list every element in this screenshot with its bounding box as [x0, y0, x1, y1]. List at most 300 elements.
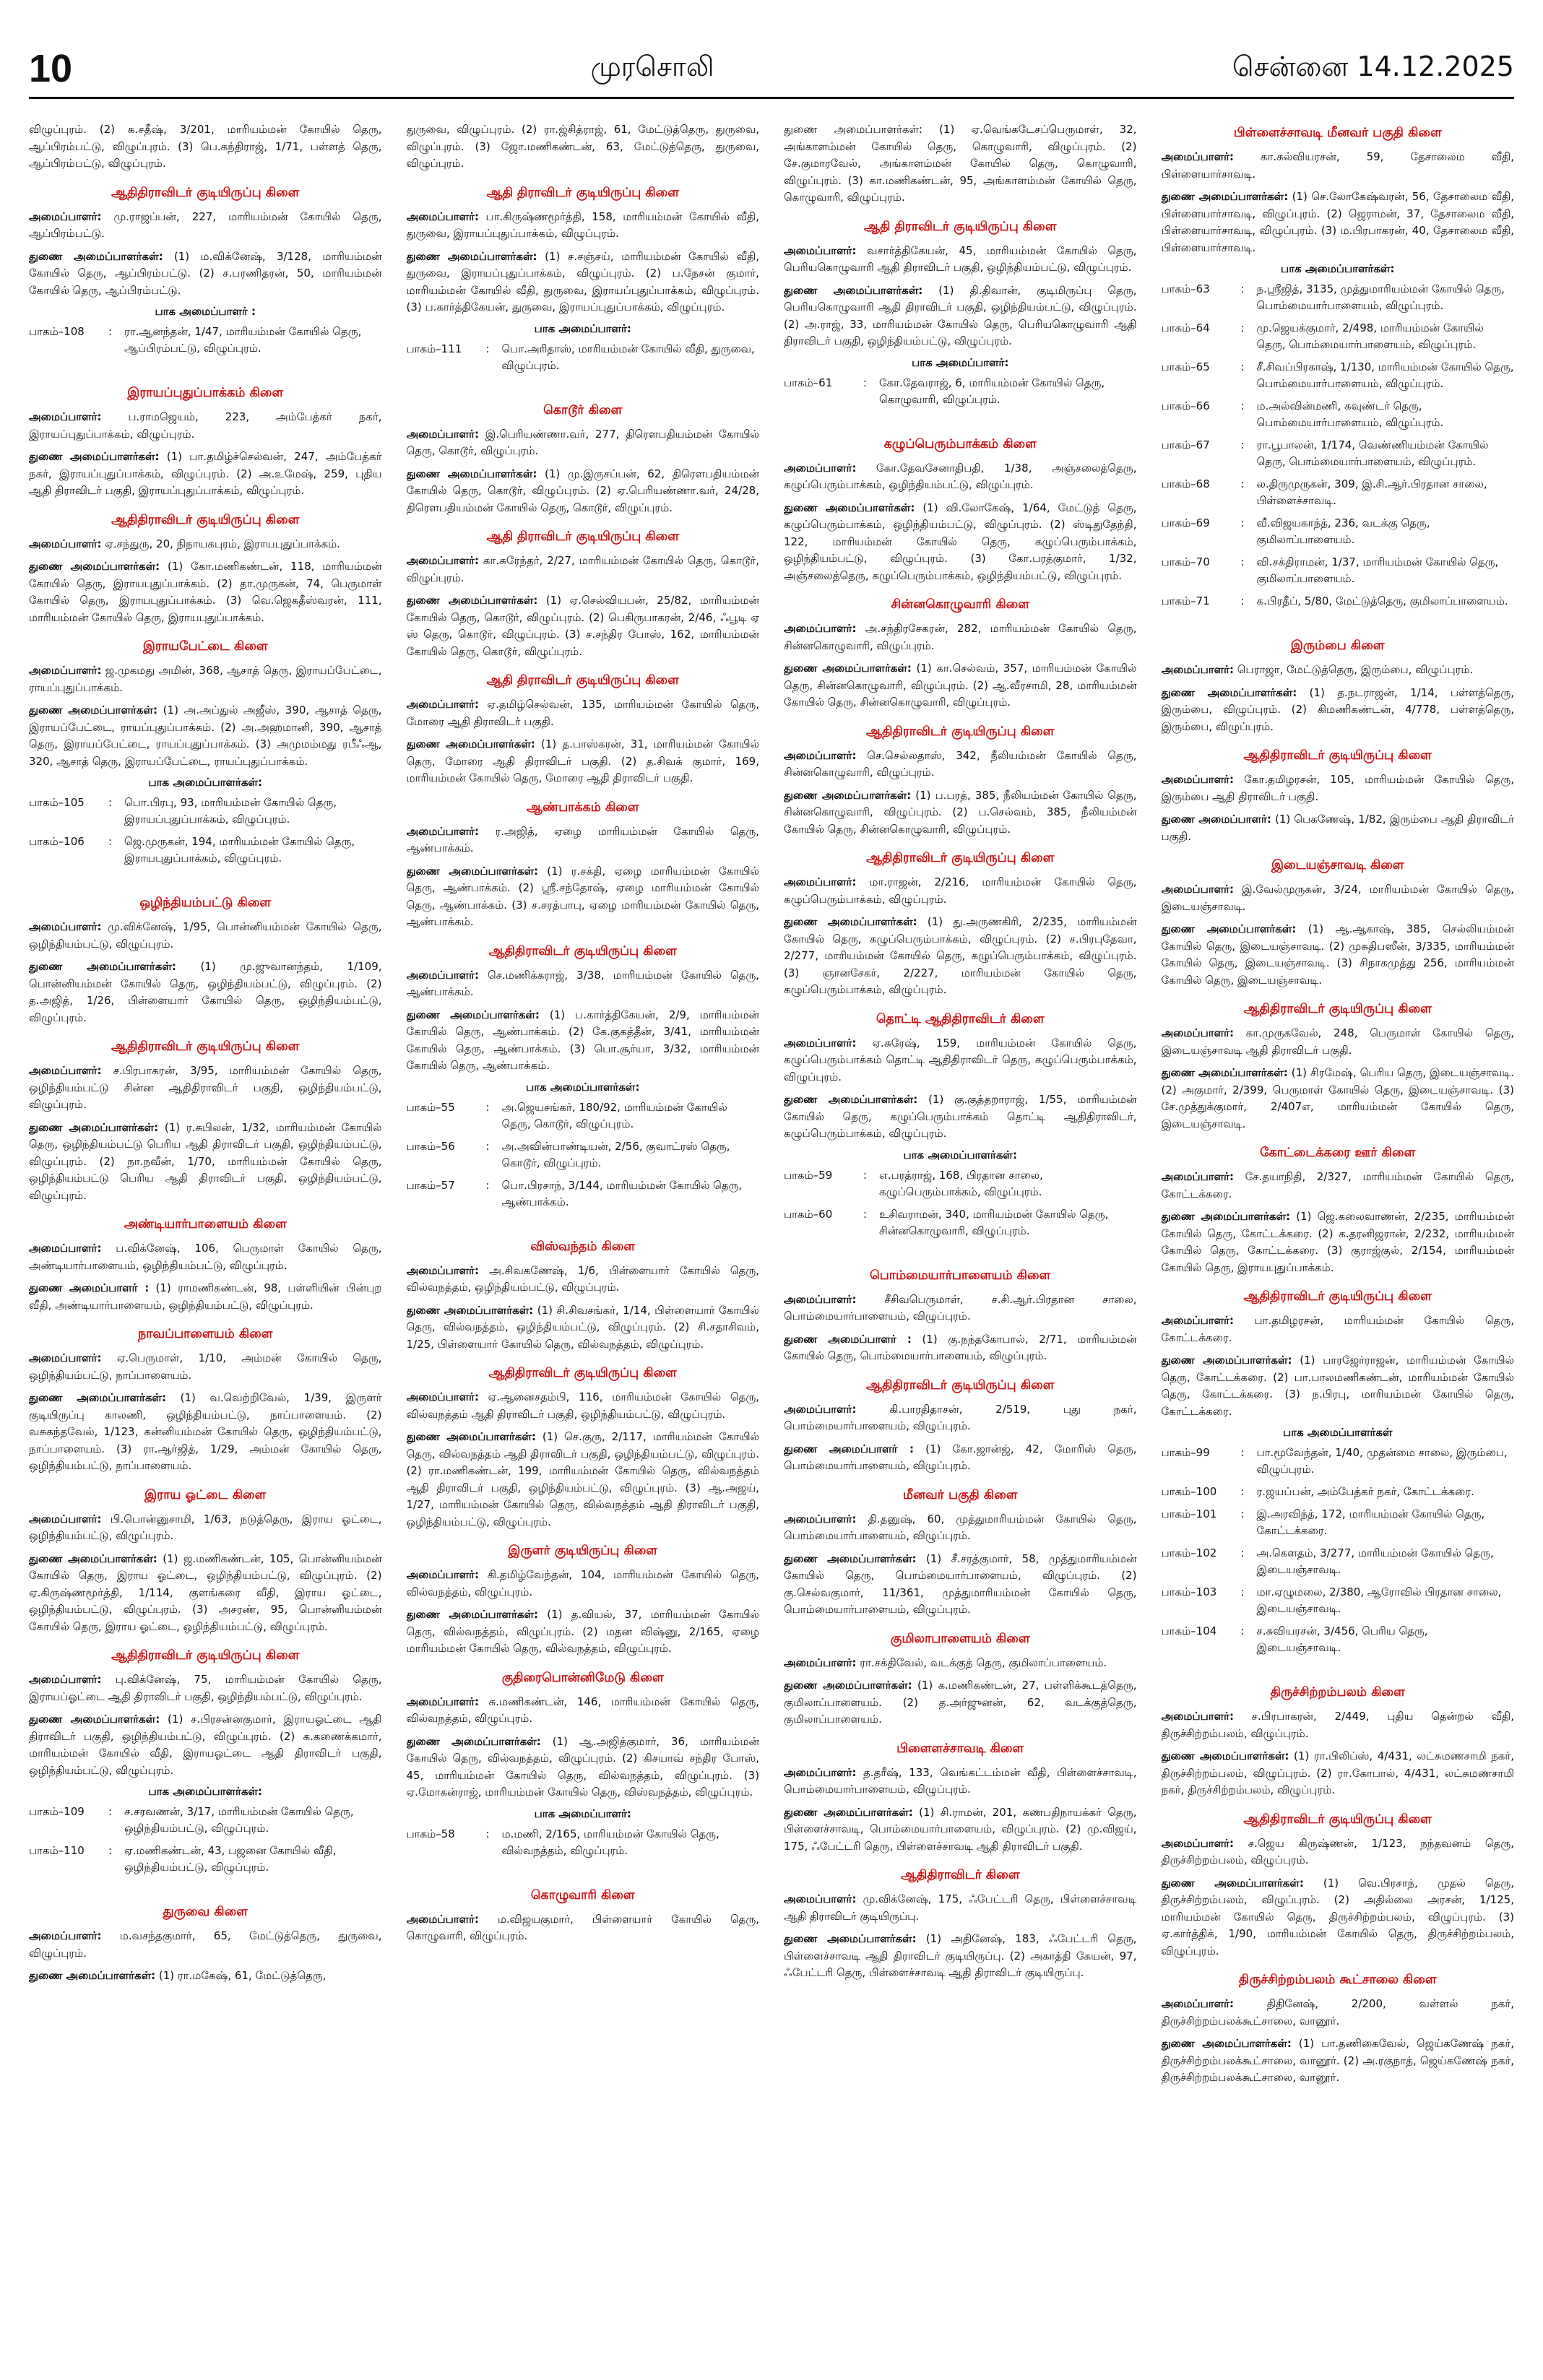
office-bearers-paragraph: [1162, 149, 1515, 183]
office-bearers-text: (1) பெகணேஷ், 1/82, இரும்பை ஆதி திராவிடர் பகுதி.: [1161, 813, 1514, 843]
role-label: அமைப்பாளர்:: [29, 1351, 102, 1364]
booth-colon: :: [108, 796, 113, 809]
booth-text: எ.பரத்ராஜ், 168, பிரதான சாலை, கழுப்பெரும்பாக்கம், விழுப்புரம்.: [879, 1168, 1043, 1198]
office-bearers-text: (1) கா.செல்வம், 357, மாரியம்மன் கோயில் தெரு, சின்னகொழுவாரி, விழுப்புரம். (2) ஆ.வீரசாமி, 28, மாரியம்மன் கோயில் தெரு, சின்னகொழுவாரி, விழுப்புரம்.: [784, 662, 1137, 709]
office-bearers-text: வசார்த்திகேயன், 45, மாரியம்மன் கோயில் தெரு, பெரியகொழுவாரி ஆதி திராவிடர் பகுதி, ஒழிந்தியம்பட்டு, விழுப்புரம்.: [784, 243, 1137, 274]
office-bearers-text: ரா.சக்திவேல், வடக்குத் தெரு, குமிலாப்பாளையம்.: [856, 1656, 1107, 1669]
booth-text: ஜெ.முருகன், 194, மாரியம்மன் கோயில் தெரு, இராயபுதுப்பாக்கம், விழுப்புரம்.: [124, 835, 355, 865]
booth-code: பாகம்–104: [1161, 1624, 1217, 1637]
office-bearers-paragraph: [407, 1429, 760, 1531]
booth-text: ஏ.மணிகண்டன், 43, பஜனை கோயில் வீதி, ஒழிந்தியம்பட்டு, விழுப்புரம்.: [124, 1844, 337, 1874]
office-bearers-text: ர.அஜித், ஏழை மாரியம்மன் கோயில் தெரு, ஆண்பாக்கம்.: [406, 824, 759, 854]
office-bearers-paragraph: [1162, 1312, 1515, 1346]
branch-heading: ஆதிதிராவிடர் குடியிருப்பு கிளை: [1243, 1289, 1432, 1304]
office-bearers-text: சீசிவபெருமாள், ச.சி.ஆர்.பிரதான சாலை, பொம்மையார்பாளையம், விழுப்புரம்.: [784, 1292, 1137, 1323]
role-label: துணை அமைப்பாளர்கள்:: [29, 1120, 159, 1134]
continued-text: விழுப்புரம். (2) க.சதீஷ், 3/201, மாரியம்மன் கோயில் தெரு, ஆப்பிரம்பட்டு, விழுப்புரம். (3) பெ.கந்திராஜ், 1/71, பள்ளத் தெரு, ஆப்பிரம்பட்டு, விழுப்புரம்.: [29, 123, 382, 170]
office-bearers-text: (1) ஜெ.கலைவாணன், 2/235, மாரியம்மன் கோயில் தெரு, கோட்டக்கரை. (2) க.தரனிஜரான், 2/232, மாரியம்மன் கோயில் தெரு, கோட்டக்கரை. (3) குராஜ்குல், 2/154, மாரியம்மன் கோயில் தெரு, இராயபுதுப்பாக்கம்.: [1161, 1210, 1514, 1274]
booth-row: [1162, 437, 1515, 470]
office-bearers-paragraph: [1162, 771, 1515, 805]
branch-heading: திருச்சிற்றம்பலம் கிளை: [1270, 1685, 1405, 1700]
office-bearers-paragraph: [29, 536, 382, 553]
branch-heading: தொட்டி ஆதிதிராவிடர் கிளை: [876, 1011, 1045, 1026]
office-bearers-text: (1) ராமணிகண்டன், 98, பள்ளியின் பின்புற வீதி, அண்டியார்பாளையம், ஒழிந்தியம்பட்டு, விழுப்புரம்.: [29, 1281, 382, 1312]
branch-section: [1162, 1002, 1515, 1133]
role-label: அமைப்பாளர்:: [406, 1568, 479, 1581]
branch-heading: கோட்டைக்கரை ஊர் கிளை: [1260, 1146, 1416, 1160]
masthead-rule: [29, 97, 1514, 99]
office-bearers-paragraph: [407, 466, 760, 517]
office-bearers-paragraph: [29, 1551, 382, 1636]
office-bearers-text: த.தரீஷ், 133, வெங்கட்டம்மன் வீதி, பிள்ளைச்சாவடி, பொம்மையார்பாளையம், விழுப்புரம்.: [784, 1765, 1137, 1796]
branch-section: [29, 1488, 382, 1636]
booth-text: ம.அல்வின்மணி, கவுண்டர் தெரு, பொம்மையார்பாளையம், விழுப்புரம்.: [1256, 399, 1444, 429]
branch-section: [784, 597, 1137, 711]
booth-row: [784, 1206, 1137, 1239]
booth-text: மா.ஏழுமலை, 2/380, ஆரோவில் பிரதான சாலை, இடையஞ்சாவடி.: [1256, 1585, 1502, 1615]
office-bearers-paragraph: [784, 1331, 1137, 1365]
office-bearers-paragraph: [407, 1911, 760, 1945]
booth-row: [1162, 320, 1515, 353]
booth-code: பாகம்–71: [1161, 594, 1210, 607]
branch-section: [784, 121, 1137, 207]
role-label: துணை அமைப்பாளர்கள்:: [784, 1679, 912, 1692]
office-bearers-paragraph: [784, 914, 1137, 999]
office-bearers-paragraph: [784, 460, 1137, 494]
booth-code: பாகம்–105: [29, 796, 85, 809]
booth-colon: :: [1240, 1485, 1245, 1498]
office-bearers-text: மு.ராஜப்பன், 227, மாரியம்மன் கோயில் தெரு, ஆப்பிரம்பட்டு.: [29, 209, 382, 240]
branch-heading: கொழுவாரி கிளை: [530, 1887, 635, 1903]
role-label: அமைப்பாளர்:: [29, 1512, 102, 1526]
office-bearers-text: (1) வ.வெற்றிவேல், 1/39, இருளர் குடியிருப்பு காலணி, ஒழிந்தியம்பட்டு, நாப்பாளையம். (2) வசுகந்தவேல், 1/123, கன்னியம்மன் கோயில் தெரு, ஒழிந்தியம்பட்டு, நாப்பாளையம். (3) ரா.ஆர்ஜித், 1/29, அம்மன் கோயில் தெரு, ஒழிந்தியம்பட்டு, நாப்பாளையம்.: [29, 1391, 382, 1472]
booth-row: [407, 1099, 760, 1133]
office-bearers-paragraph: [29, 662, 382, 696]
office-bearers-text: கி.தமிழ்வேந்தன், 104, மாரியம்மன் கோயில் தெரு, வில்வநத்தம், விழுப்புரம்.: [406, 1568, 759, 1598]
booth-text: அ.அவின்பாண்டியன், 2/56, குவாட்ரஸ் தெரு, கொடூர், விழுப்புரம்.: [501, 1139, 730, 1169]
booth-subheading: பாக அமைப்பாளர்:: [534, 321, 631, 335]
booth-text: பொ.பிரசாந், 3/144, மாரியம்மன் கோயில் தெரு, ஆண்பாக்கம்.: [501, 1178, 743, 1208]
booth-text: ந.ஸ்ரீஜித், 3135, முத்துமாரியம்மன் கோயில் தெரு, பொம்மையார்பாளையம், விழுப்புரம்.: [1256, 282, 1505, 312]
role-label: அமைப்பாளர்:: [29, 920, 102, 933]
office-bearers-text: (1) ரா.பிலிப்ஸ், 4/431, லட்சுமணசாமி நகர், திருச்சிற்றம்பலம், விழுப்புரம். (2) ரா.கோபால், 4/431, லட்சுமணசாமி நகர், திருச்சிற்றம்பலம், விழுப்புரம்.: [1161, 1749, 1514, 1796]
office-bearers-paragraph: [1162, 189, 1515, 256]
office-bearers-text: (1) பா.தணிகைவேல், ஜெய்கணேஷ் நகர், திருச்சிற்றம்பலக்கூட்சாலை, வானூர். (2) அ.ரகுநாத், ஜெய்கணேஷ் நகர், திருச்சிற்றம்பலக்கூட்சாலை, வானூர்.: [1161, 2037, 1514, 2084]
page-number: 10: [29, 47, 73, 90]
booth-code: பாகம்–55: [406, 1100, 455, 1114]
booth-row: [784, 375, 1137, 408]
office-bearers-paragraph: [29, 1350, 382, 1384]
role-label: அமைப்பாளர்:: [406, 1912, 479, 1926]
booth-code: பாகம்–64: [1161, 321, 1210, 334]
branch-section: [1162, 1146, 1515, 1276]
booth-code: பாகம்–109: [29, 1805, 85, 1818]
office-bearers-paragraph: [784, 1551, 1137, 1619]
office-bearers-paragraph: [1162, 685, 1515, 736]
office-bearers-paragraph: [784, 1765, 1137, 1799]
booth-text: ல.திருமுருகன், 309, இ.சி.ஆர்.பிரதான சாலை, பிள்ளைச்சாவடி.: [1256, 477, 1487, 507]
branch-section: [784, 1268, 1137, 1365]
office-bearers-text: (1) வி.லோகேஷ், 1/64, மேட்டுத் தெரு, கழுப்பெரும்பாக்கம், ஒழிந்தியம்பட்டு, விழுப்புரம். (2) ஸ்டிதுதேந்தி, 122, மாரியம்மன் கோயில் தெரு, கழுப்பெரும்பாக்கம், ஒழிந்தியம்பட்டு, விழுப்புரம். (3) கோ.பரத்குமார், 1/32, அஞ்சலைத்தெரு, கழுப்பெரும்பாக்கம், ஒழிந்தியம்பட்டு, விழுப்புரம்.: [784, 501, 1137, 582]
branch-section: [1162, 858, 1515, 989]
office-bearers-paragraph: [407, 696, 760, 730]
branch-section: [1162, 126, 1515, 610]
office-bearers-text: கோ.தமிழரசன், 105, மாரியம்மன் கோயில் தெரு, இரும்பை ஆதி திராவிடர் பகுதி.: [1161, 773, 1514, 803]
booth-text: வி.சக்திராமன், 1/37, மாரியம்மன் கோயில் தெரு, குமிலாப்பாளையம்.: [1256, 555, 1499, 585]
role-label: அமைப்பாளர்:: [406, 968, 479, 982]
booth-row: [407, 1826, 760, 1859]
office-bearers-text: ப.ராமஜெயம், 223, அம்பேத்கர் நகர், இராயப்புதுப்பாக்கம், விழுப்புரம்.: [29, 410, 382, 441]
branch-heading: கொடூர் கிளை: [543, 402, 623, 417]
booth-colon: :: [108, 1805, 113, 1818]
role-label: அமைப்பாளர்:: [1161, 1170, 1234, 1183]
office-bearers-paragraph: [784, 1091, 1137, 1143]
booth-text: ரா.பூபாலன், 1/174, வெண்ணியம்மன் கோயில் தெரு, பொம்மையார்பாளையம், விழுப்புரம்.: [1256, 438, 1489, 468]
office-bearers-paragraph: [1162, 1835, 1515, 1869]
branch-heading: இராயப்புதுப்பாக்கம் கிளை: [127, 386, 284, 400]
booth-subheading: பாக அமைப்பாளர்கள்:: [526, 1080, 640, 1094]
office-bearers-paragraph: [784, 282, 1137, 350]
office-bearers-paragraph: [407, 426, 760, 460]
role-label: துணை அமைப்பாளர் :: [784, 1332, 912, 1346]
booth-row: [29, 324, 382, 357]
office-bearers-paragraph: [29, 449, 382, 500]
office-bearers-text: கோ.தேவசேனாதிபதி, 1/38, அஞ்சலைத்தெரு, கழுப்பெரும்பாக்கம், ஒழிந்தியம்பட்டு, விழுப்புரம்.: [784, 461, 1137, 491]
role-label: துணை அமைப்பாளர் :: [29, 1281, 150, 1294]
office-bearers-text: (1) செ.லோகேஷ்வரன், 56, தேசாலைம வீதி, பிள்ளையார்சாவடி, விழுப்புரம். (2) ஜெராமன், 37, தேசாலைம வீதி, பிள்ளையார்சாவடி, விழுப்புரம். (3) ம.பிரபாகரன், 40, தேசாலைம வீதி, பிள்ளையார்சாவடி.: [1161, 190, 1514, 254]
role-label: அமைப்பாளர்:: [784, 461, 857, 475]
booth-row: [29, 795, 382, 828]
branch-heading: இராய ஓட்டை கிளை: [144, 1487, 267, 1502]
branch-heading: மீனவர் பகுதி கிளை: [902, 1487, 1018, 1502]
booth-code: பாகம்–102: [1161, 1546, 1217, 1559]
office-bearers-text: (1) கோ.மணிகண்டன், 118, மாரியம்மன் கோயில் தெரு, இராயபுதுப்பாக்கம். (2) தா.முருகன், 74, பெருமாள் கோயில் தெரு, இராயபுதுப்பாக்கம். (3) வெ.ஜெகதீஸ்வரன், 111, மாரியம்மன் கோயில் தெரு, இராயபுதுப்பாக்கம்.: [29, 560, 382, 624]
role-label: துணை அமைப்பாளர்கள்:: [784, 788, 912, 802]
office-bearers-text: (1) த.வியல், 37, மாரியம்மன் கோயில் தெரு, வில்வநத்தம், விழுப்புரம். (2) மதன விஷ்னு, 2/165, ஏழை மாரியம்மன் கோயில் தெரு, வில்வநத்தம், விழுப்புரம்.: [406, 1608, 759, 1655]
office-bearers-text: (1) ப.கார்த்திகேயன், 2/9, மாரியம்மன் கோயில் தெரு, ஆண்பாக்கம். (2) கே.குகத்தீன், 3/41, மாரியம்மன் கோயில் தெரு, ஆண்பாக்கம். (3) பொ.சூர்யா, 3/32, மாரியம்மன் கோயில் தெரு, ஆண்பாக்கம்.: [406, 1008, 759, 1072]
office-bearers-text: (1) பா.தமிழ்ச்செல்வன், 247, அம்பேத்கர் நகர், இராயப்புதுப்பாக்கம், விழுப்புரம். (2) அ.உமேஷ், 259, புதிய ஆதி திராவிடர் பகுதி, இராயப்புதுப்பாக்கம், விழுப்புரம்.: [29, 450, 382, 497]
role-label: துணை அமைப்பாளர்கள்:: [406, 1430, 536, 1443]
office-bearers-text: ச.ஜெய கிருஷ்ணன், 1/123, நந்தவனம் தெரு, திருச்சிற்றம்பலம், விழுப்புரம்.: [1161, 1836, 1514, 1866]
branch-section: [29, 1327, 382, 1475]
office-bearers-paragraph: [1162, 1169, 1515, 1203]
booth-code: பாகம்–108: [29, 325, 85, 338]
office-bearers-paragraph: [29, 1711, 382, 1779]
branch-heading: ஆதிதிராவிடர் குடியிருப்பு கிளை: [488, 943, 677, 959]
office-bearers-paragraph: [784, 620, 1137, 654]
role-label: துணை அமைப்பாளர்கள்:: [784, 1552, 917, 1565]
office-bearers-paragraph: [784, 1511, 1137, 1545]
branch-heading: பிள்ளைச்சாவடி மீனவர் பகுதி கிளை: [1233, 126, 1442, 140]
booth-code: பாகம்–101: [1161, 1507, 1217, 1520]
booth-row: [29, 1843, 382, 1876]
booth-text: பா.மூவேந்தன், 1/40, முதன்மை சாலை, இரும்பை, விழுப்புரம்.: [1256, 1446, 1508, 1476]
branch-heading: ஆதிதிராவிடர் குடியிருப்பு கிளை: [866, 724, 1055, 739]
role-label: துணை அமைப்பாளர்கள்:: [1161, 190, 1289, 203]
office-bearers-paragraph: [1162, 811, 1515, 845]
office-bearers-text: பா.தமிழரசன், மாரியம்மன் கோயில் தெரு, கோட்டக்கரை.: [1161, 1314, 1514, 1344]
branch-section: [784, 1868, 1137, 1982]
branch-section: [1162, 1973, 1515, 2087]
office-bearers-text: (1) கோ.ஜான்ஜ், 42, மோரிஸ் தெரு, பொம்மையார்பாளையம், விழுப்புரம்.: [784, 1442, 1137, 1472]
booth-row: [1162, 515, 1515, 548]
office-bearers-text: சு.மணிகண்டன், 146, மாரியம்மன் கோயில் தெரு, வில்வநத்தம், விழுப்புரம்.: [406, 1695, 759, 1725]
article-columns: [29, 121, 1514, 2366]
role-label: துணை அமைப்பாளர்கள்:: [406, 1734, 541, 1748]
branch-section: [1162, 1289, 1515, 1656]
booth-text: ச.சரவணன், 3/17, மாரியம்மன் கோயில் தெரு, ஒழிந்தியம்பட்டு, விழுப்புரம்.: [124, 1805, 354, 1835]
role-label: துணை அமைப்பாளர்கள்:: [1161, 922, 1297, 935]
role-label: அமைப்பாளர்:: [29, 1673, 102, 1686]
booth-colon: :: [108, 325, 113, 338]
role-label: அமைப்பாளர்:: [29, 410, 102, 423]
booth-colon: :: [1240, 1624, 1245, 1637]
booth-text: சீ.சிவப்பிரகாஷ், 1/130, மாரியம்மன் கோயில் தெரு, பொம்மையார்பாளையம், விழுப்புரம்.: [1256, 360, 1514, 390]
branch-section: [784, 1378, 1137, 1475]
booth-colon: :: [1240, 1507, 1245, 1520]
edition-date: சென்னை 14.12.2025: [1232, 51, 1514, 82]
office-bearers-text: (1) அ.அப்துல் அஜீஸ், 390, ஆசாத் தெரு, இராயப்பேட்டை, ராயப்புதுப்பாக்கம். (2) அ.அஹமானி, 390, ஆசாத் தெரு, இராயப்பேட்டை, ராயப்புதுப்பாக்கம். (3) அமுமம்மது ரபீஃஆ, 320, ஆசாத் தெரு, இராயப்பேட்டை, ராயப்புதுப்பாக்கம்.: [29, 704, 382, 768]
role-label: துணை அமைப்பாளர்கள்:: [784, 662, 912, 675]
role-label: துணை அமைப்பாளர்கள்:: [29, 450, 160, 463]
office-bearers-text: பி.பொன்னுசாமி, 1/63, நடுத்தெரு, இராய ஓட்டை, ஒழிந்தியம்பட்டு, விழுப்புரம்.: [29, 1512, 382, 1542]
role-label: அமைப்பாளர்:: [29, 1064, 102, 1077]
branch-heading: ஆதி திராவிடர் குடியிருப்பு கிளை: [486, 529, 680, 544]
branch-section: [407, 1888, 760, 1945]
branch-heading: ஆதிதிராவிடர் குடியிருப்பு கிளை: [1243, 1812, 1432, 1827]
booth-code: பாகம்–56: [406, 1139, 455, 1153]
booth-code: பாகம்–106: [29, 835, 85, 848]
branch-section: [407, 403, 760, 517]
office-bearers-paragraph: [407, 1263, 760, 1297]
role-label: துணை அமைப்பாளர்கள்:: [29, 249, 163, 263]
branch-section: [784, 851, 1137, 999]
role-label: துணை அமைப்பாளர்கள்:: [406, 594, 538, 607]
booth-code: பாகம்–103: [1161, 1585, 1217, 1598]
office-bearers-text: மு.விக்னேஷ், 1/95, பொன்னியம்மன் கோயில் தெரு, ஒழிந்தியம்பட்டு, விழுப்புரம்.: [29, 920, 382, 951]
branch-section: [784, 1741, 1137, 1856]
office-bearers-paragraph: [29, 1511, 382, 1545]
booth-code: பாகம்–110: [29, 1844, 85, 1857]
office-bearers-text: கா.சுல்வியரசன், 59, தேசாலைம வீதி, பிள்ளையார்சாவடி.: [1161, 150, 1514, 181]
office-bearers-paragraph: [407, 823, 760, 857]
office-bearers-paragraph: [1162, 1996, 1515, 2030]
booth-subheading: பாக அமைப்பாளர்கள்:: [1281, 262, 1395, 275]
office-bearers-paragraph: [29, 1120, 382, 1205]
role-label: அமைப்பாளர்:: [784, 1765, 857, 1779]
office-bearers-text: ம.வசந்தகுமார், 65, மேட்டுத்தெரு, துருவை, விழுப்புரம்.: [29, 1929, 382, 1960]
role-label: துணை அமைப்பாளர்கள்:: [29, 960, 176, 973]
booth-colon: :: [1240, 1446, 1245, 1459]
booth-row: [1162, 554, 1515, 587]
office-bearers-text: (1) சிரமேஷ், பெரிய தெரு, இடையஞ்சாவடி. (2) அகுமார், 2/399, பெருமாள் கோயில் தெரு, இடையஞ்சாவடி. (3) சே.முத்துக்குமார், 2/407எ, மாரியம்மன் கோயில் தெரு, இடையஞ்சாவடி.: [1161, 1066, 1514, 1130]
role-label: அமைப்பாளர்:: [406, 1390, 479, 1403]
booth-code: பாகம்–57: [406, 1178, 455, 1192]
booth-colon: :: [1240, 555, 1245, 568]
office-bearers-text: (1) த.பாஸ்கரன், 31, மாரியம்மன் கோயில் தெரு, மோரை ஆதி திராவிடர் பகுதி. (2) த.சிவக் குமார், 169, மாரியம்மன் கோயில் தெரு, மோரை ஆதி திராவிடர் பகுதி.: [406, 737, 759, 784]
booth-row: [1162, 1484, 1515, 1500]
office-bearers-text: பா.கிருஷ்ணமூர்த்தி, 158, மாரியம்மன் கோயில் வீதி, துருவை, இராயப்புதுப்பாக்கம், விழுப்புரம்.: [406, 209, 759, 240]
office-bearers-paragraph: [784, 1891, 1137, 1925]
booth-colon: :: [108, 835, 113, 848]
office-bearers-text: (1) ர.சக்தி, ஏழை மாரியம்மன் கோயில் தெரு, ஆண்பாக்கம். (2) ஸ்ரீ.சந்தோஷ், ஏழை மாரியம்மன் கோயில் தெரு, ஆண்பாக்கம். (3) ச.சரத்பாபு, ஏழை மாரியம்மன் கோயில் தெரு, ஆண்பாக்கம்.: [406, 864, 759, 928]
role-label: துணை அமைப்பாளர்கள்:: [784, 1093, 918, 1106]
booth-text: கோ.தேவராஜ், 6, மாரியம்மன் கோயில் தெரு, கொழுவாரி, விழுப்புரம்.: [879, 376, 1105, 406]
office-bearers-paragraph: [29, 1280, 382, 1314]
booth-colon: :: [485, 1139, 490, 1153]
role-label: அமைப்பாளர்:: [406, 1263, 479, 1277]
office-bearers-paragraph: [1162, 1875, 1515, 1960]
booth-text: இ.அரவிந்த், 172, மாரியம்மன் கோயில் தெரு, கோட்டக்கரை.: [1256, 1507, 1485, 1537]
office-bearers-paragraph: [1162, 1025, 1515, 1059]
office-bearers-text: (1) ஏ.செல்வியபன், 25/82, மாரியம்மன் கோயில் தெரு, கொடூர், விழுப்புரம். (2) பெகிருபாகரன், 2/46, ஃபூடி ஏ ஸ் தெரு, கொடூர், விழுப்புரம். (3) ச.சந்திர போஸ், 162, மாரியம்மன் கோயில் தெரு, கொடூர், விழுப்புரம்.: [406, 594, 759, 658]
office-bearers-paragraph: [29, 248, 382, 300]
booth-row: [1162, 1445, 1515, 1478]
office-bearers-text: ஏ.தமிழ்செல்வன், 135, மாரியம்மன் கோயில் தெரு, மோரை ஆதி திராவிடர் பகுதி.: [406, 698, 759, 728]
office-bearers-paragraph: [29, 558, 382, 626]
booth-code: பாகம்–69: [1161, 516, 1210, 529]
office-bearers-text: (1) செ.குரு, 2/117, மாரியம்மன் கோயில் தெரு, வில்வநத்தம் ஆதி திராவிடர் பகுதி, ஒழிந்தியம்பட்டு, விழுப்புரம். (2) ரா.மணிகண்டன், 199, மாரியம்மன் கோயில் தெரு, வில்வநத்தம் ஆதி திராவிடர் பகுதி, ஒழிந்தியம்பட்டு, விழுப்புரம். (3) ஆ.அஜய், 1/27, மாரியம்மன் கோயில் தெரு, வில்வநத்தம் ஆதி திராவிடர் பகுதி, ஒழிந்தியம்பட்டு, விழுப்புரம்.: [406, 1430, 759, 1528]
role-label: துணை அமைப்பாளர்கள்:: [406, 1008, 540, 1021]
booth-code: பாகம்–99: [1161, 1446, 1210, 1459]
office-bearers-text: (1) ப.பரத், 385, நீலியம்மன் கோயில் தெரு, சின்னகொழுவாரி, விழுப்புரம். (2) ப.செல்வம், 385, நீலியம்மன் கோயில் தெரு, சின்னகொழுவாரி, விழுப்புரம்.: [784, 788, 1137, 836]
role-label: அமைப்பாளர்:: [1161, 1997, 1234, 2010]
booth-code: பாகம்–111: [406, 342, 462, 355]
booth-row: [407, 1177, 760, 1211]
office-bearers-text: ம.விஜயகுமார், பிள்ளையார் கோயில் தெரு, கொழுவாரி, விழுப்புரம்.: [406, 1912, 759, 1942]
office-bearers-paragraph: [1162, 881, 1515, 915]
branch-heading: ஆதிதிராவிடர் குடியிருப்பு கிளை: [866, 1377, 1055, 1393]
office-bearers-text: கா.முருகவேல், 248, பெருமாள் கோயில் தெரு, இடையஞ்சாவடி ஆதி திராவிடர் பகுதி.: [1161, 1026, 1514, 1057]
booth-colon: :: [863, 1168, 868, 1182]
office-bearers-paragraph: [784, 1931, 1137, 1982]
booth-row: [1162, 359, 1515, 392]
office-bearers-paragraph: [784, 1401, 1137, 1435]
role-label: அமைப்பாளர்:: [406, 824, 479, 838]
branch-section: [29, 186, 382, 358]
booth-text: ர.ஜயப்பன், அம்பேத்கர் நகர், கோட்டக்கரை.: [1256, 1485, 1474, 1498]
office-bearers-paragraph: [407, 863, 760, 931]
branch-heading: பிளைளச்சாவடி கிளை: [896, 1741, 1024, 1756]
booth-code: பாகம்–67: [1161, 438, 1210, 451]
office-bearers-paragraph: [29, 1240, 382, 1274]
role-label: அமைப்பாளர்:: [784, 622, 857, 635]
office-bearers-paragraph: [784, 1655, 1137, 1672]
office-bearers-text: (1) க.மணிகண்டன், 27, பள்ளிக்கூடத்தெரு, குமிலாப்பாளையம். (2) த.அர்ஜுனன், 62, வடக்குத்தெரு, குமிலாப்பாளையம்.: [784, 1679, 1137, 1726]
office-bearers-text: (1) மு.ஜுவானந்தம், 1/109, பொன்னியம்மன் கோயில் தெரு, ஒழிந்தியம்பட்டு, விழுப்புரம். (2) த.அஜித், 1/26, பிள்ளையார் கோயில் தெரு, ஒழிந்தியம்பட்டு, விழுப்புரம்.: [29, 960, 382, 1024]
role-label: அமைப்பாளர்:: [29, 537, 102, 550]
role-label: அமைப்பாளர்:: [1161, 883, 1234, 896]
branch-heading: கழுப்பெரும்பாக்கம் கிளை: [883, 436, 1037, 451]
booth-subheading: பாக அமைப்பாளர்கள்:: [148, 776, 262, 789]
booth-colon: :: [1240, 477, 1245, 490]
branch-heading: ஆதி திராவிடர் குடியிருப்பு கிளை: [486, 673, 680, 688]
booth-colon: :: [1240, 438, 1245, 451]
branch-section: [784, 1488, 1137, 1619]
role-label: அமைப்பாளர்:: [784, 748, 857, 762]
role-label: துணை அமைப்பாளர்கள்:: [406, 737, 535, 750]
branch-heading: ஒழிந்தியம்பட்டு கிளை: [139, 896, 272, 910]
booth-colon: :: [863, 376, 868, 389]
office-bearers-paragraph: [407, 1389, 760, 1423]
branch-heading: ஆதி திராவிடர் குடியிருப்பு கிளை: [863, 219, 1057, 234]
role-label: துணை அமைப்பாளர் :: [784, 1442, 914, 1455]
booth-colon: :: [1240, 282, 1245, 295]
branch-heading: இருளர் குடியிருப்பு கிளை: [508, 1544, 658, 1558]
role-label: அமைப்பாளர்:: [1161, 663, 1234, 676]
office-bearers-paragraph: [29, 702, 382, 770]
role-label: துணை அமைப்பாளர்கள்:: [1161, 1876, 1304, 1890]
role-label: அமைப்பாளர்:: [406, 1695, 479, 1708]
office-bearers-text: (1) ரா.மகேஷ், 61, மேட்டுத்தெரு,: [155, 1969, 327, 1982]
office-bearers-text: (1) ம.விக்னேஷ், 3/128, மாரியம்மன் கோயில் தெரு, ஆப்பிரம்பட்டு. (2) ச.பரணிதரன், 50, மாரியம்மன் கோயில் தெரு, ஆப்பிரம்பட்டு.: [29, 249, 382, 297]
branch-section: [29, 386, 382, 500]
booth-code: பாகம்–100: [1161, 1485, 1217, 1498]
booth-text: ச.சுவியரசன், 3/456, பெரிய தெரு, இடையஞ்சாவடி.: [1256, 1624, 1428, 1654]
branch-section: [407, 1671, 760, 1859]
branch-section: [784, 1012, 1137, 1239]
booth-row: [1162, 1506, 1515, 1539]
role-label: அமைப்பாளர்:: [1161, 1026, 1234, 1039]
office-bearers-paragraph: [407, 967, 760, 1001]
branch-section: [407, 1366, 760, 1531]
branch-heading: ஆதிதிராவிடர் குடியிருப்பு கிளை: [111, 185, 300, 200]
booth-subheading: பாக அமைப்பாளர்:: [534, 1806, 631, 1820]
booth-colon: :: [1240, 1546, 1245, 1559]
office-bearers-paragraph: [784, 1441, 1137, 1475]
booth-row: [407, 1138, 760, 1172]
branch-heading: ஆதி திராவிடர் குடியிருப்பு கிளை: [486, 185, 680, 200]
office-bearers-paragraph: [407, 1694, 760, 1728]
role-label: அமைப்பாளர்:: [784, 1402, 857, 1416]
booth-text: க.பிரதீப், 5/80, மேட்டுத்தெரு, குமிலாப்பாளையம்.: [1256, 594, 1508, 607]
office-bearers-paragraph: [1162, 2035, 1515, 2087]
column-4: [1162, 121, 1515, 2366]
branch-section: [784, 724, 1137, 839]
booth-colon: :: [485, 1178, 490, 1192]
booth-row: [1162, 398, 1515, 431]
booth-row: [407, 341, 760, 374]
role-label: அமைப்பாளர்:: [1161, 1314, 1234, 1327]
role-label: துணை அமைப்பாளர்கள்:: [1161, 1210, 1291, 1223]
role-label: அமைப்பாளர்:: [406, 554, 479, 567]
booth-code: பாகம்–70: [1161, 555, 1210, 568]
role-label: துணை அமைப்பாளர்கள்:: [1161, 2037, 1292, 2050]
office-bearers-paragraph: [407, 209, 760, 243]
office-bearers-text: ச.பிரபாகரன், 2/449, புதிய தென்றல் வீதி, திருச்சிற்றம்பலம், விழுப்புரம்.: [1161, 1710, 1514, 1740]
role-label: அமைப்பாளர்:: [784, 243, 857, 257]
office-bearers-paragraph: [29, 1928, 382, 1962]
role-label: துணை அமைப்பாளர்கள்:: [784, 283, 923, 297]
branch-section: [407, 800, 760, 931]
booth-subheading: பாக அமைப்பாளர்:: [912, 355, 1009, 369]
office-bearers-text: தி.தனுஷ், 60, முத்துமாரியம்மன் கோயில் தெரு, பொம்மையார்பாளையம், விழுப்புரம்.: [784, 1512, 1137, 1542]
office-bearers-paragraph: [1162, 1208, 1515, 1276]
office-bearers-paragraph: [407, 1606, 760, 1658]
role-label: துணை அமைப்பாளர்கள்:: [784, 501, 915, 514]
booth-code: பாகம்–63: [1161, 282, 1210, 295]
office-bearers-paragraph: [784, 1291, 1137, 1325]
office-bearers-text: (1) கு.நந்தகோபால், 2/71, மாரியம்மன் கோயில் தெரு, பொம்மையார்பாளையம், விழுப்புரம்.: [784, 1332, 1137, 1362]
branch-section: [407, 1544, 760, 1658]
office-bearers-paragraph: [784, 1804, 1137, 1856]
booth-code: பாகம்–65: [1161, 360, 1210, 373]
role-label: துணை அமைப்பாளர்கள்:: [29, 1552, 157, 1565]
office-bearers-text: (1) மு.இருசப்பன், 62, திரௌபதியம்மன் கோயில் தெரு, கொடூர், விழுப்புரம். (2) ஏ.பெரியண்ணா.வர், 24/28, திரௌபதியம்மன் கோயில் தெரு, கொடூர், விழுப்புரம்.: [406, 467, 759, 514]
branch-section: [29, 639, 382, 867]
office-bearers-paragraph: [784, 500, 1137, 585]
column-2: [407, 121, 760, 2366]
